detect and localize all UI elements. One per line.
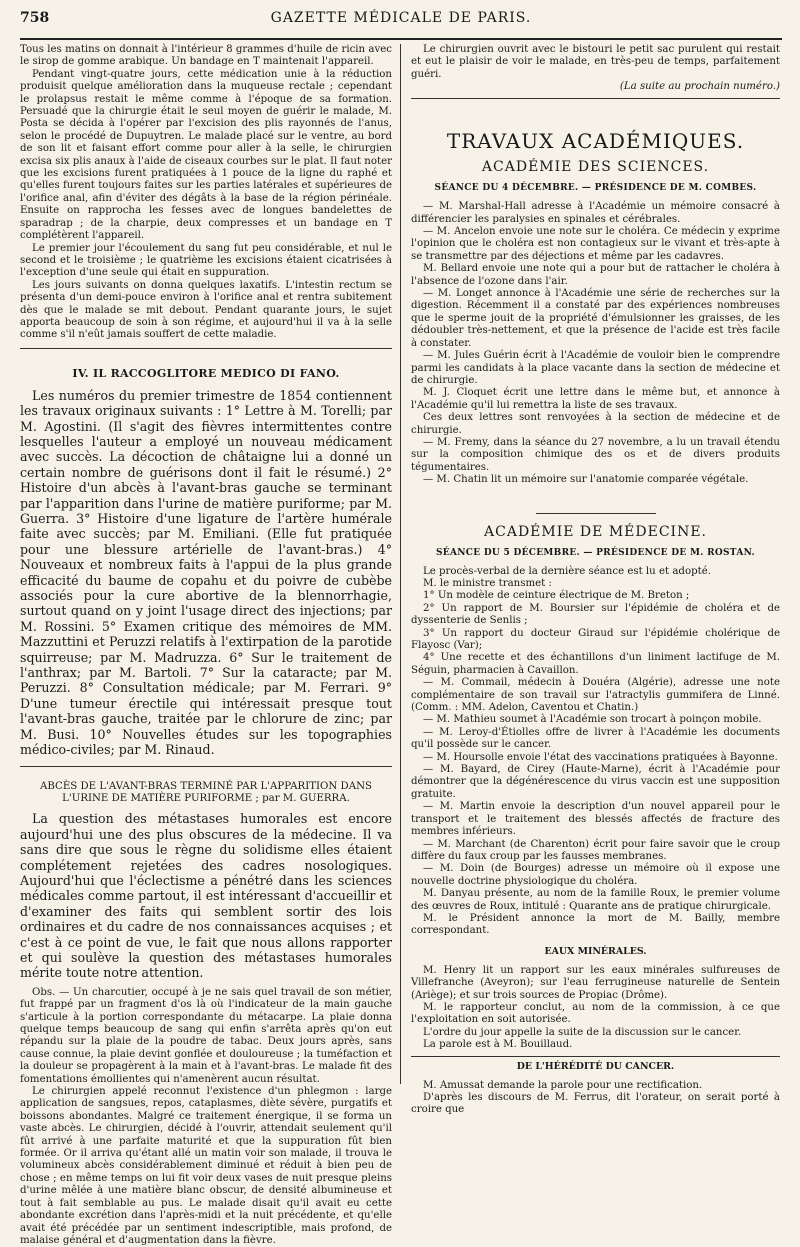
medecine-item: 2° Un rapport de M. Boursier sur l'épidémie de choléra et de dyssenterie de Senlis ; bbox=[411, 602, 780, 627]
medecine-item: — M. Leroy-d'Étiolles offre de livrer à l'Académie les documents qu'il possède sur le cancer. bbox=[411, 726, 780, 751]
medecine-item: — M. Doin (de Bourges) adresse un mémoire où il expose une nouvelle doctrine physiologique du choléra. bbox=[411, 863, 780, 887]
page-header bbox=[20, 10, 782, 40]
observation-paragraph: Obs. — Un charcutier, occupé à je ne sais quel travail de son métier, fut frappé par un fragment d'os là où l'indicateur de la main gauche s'articule à la portion correspondante du métacarpe. La plaie donna quelque temps beaucoup de sang qui enfin s'arrêta après qu'on eut répandu sur la plaie de la poudre de tabac. Deux jours après, sans cause connue, la plaie devint gonflée et douloureuse ; la tuméfaction et la douleur se propagèrent à la main et à l'avant-bras. Le malade fit des fomentations émollientes qui n'amenèrent aucun résultat. bbox=[20, 986, 392, 1085]
left-column bbox=[20, 44, 400, 1246]
sciences-item: — M. Fremy, dans la séance du 27 novembre, a lu un travail étendu sur la composition chimique des os et de divers produits tégumentaires. bbox=[411, 436, 780, 473]
section-divider bbox=[20, 348, 392, 380]
medecine-item: — M. Commail, médecin à Douéra (Algérie), adresse une note complémentaire de son travail sur l'atractylis gummifera de Linné. (Comm. : MM. Adelon, Caventou et Chatin.) bbox=[411, 677, 780, 714]
columns bbox=[20, 44, 782, 1246]
medecine-item: M. Danyau présente, au nom de la famille Roux, le premier volume des œuvres de Roux, intitulé : Quarante ans de pratique chirurgicale. bbox=[411, 888, 780, 912]
academie-medecine-title: ACADÉMIE DE MÉDECINE. bbox=[484, 523, 707, 540]
left-paragraph-2: Pendant vingt-quatre jours, cette médication unie à la réduction produisit quelque amélioration dans la muqueuse rectale ; cependant le prolapsus restait le même comme à l'époque de sa formation. Persuadé que la chirurgie était le seul moyen de guérir le malade, M. Posta se décida à l'opérer par l'excision des plis rayonnés de l'anus, selon le procédé de Dupuytren. Le malade placé sur le ventre, au bord de son lit et faisant effort comme pour aller à la selle, le chirurgien excisa six plis anaux à l'aide de ciseaux courbes sur le plat. Il faut noter que les excisions furent pratiquées à 1 pouce de la ligne du raphé et qu'elles furent toujours faites sur les parties latérales et supérieures de l'orifice anal, afin d'éviter des dégâts à la base de la région périnéale. Ensuite on rapprocha les fesses avec de longues bandelettes de sparadrap ; de la charpie, deux compresses et un bandage en T complétèrent l'appareil. bbox=[20, 68, 392, 242]
academy-separator bbox=[536, 513, 656, 514]
travaux-academiques-title: TRAVAUX ACADÉMIQUES. bbox=[446, 129, 745, 154]
medecine-item: Le procès-verbal de la dernière séance est lu et adopté. bbox=[423, 565, 711, 577]
sciences-item: — M. Marshal-Hall adresse à l'Académie un mémoire consacré à différencier les paralysies en spinales et cérébrales. bbox=[411, 201, 780, 225]
abces-heading: ABCÈS DE L'AVANT-BRAS TERMINÉ PAR L'APPARITION DANS L'URINE DE MATIÈRE PURIFORME ; par M. GUERRA. bbox=[40, 780, 372, 804]
medecine-item: M. le ministre transmet : bbox=[423, 577, 552, 589]
sciences-item: M. Bellard envoie une note qui a pour but de rattacher le choléra à l'absence de l'ozone dans l'air. bbox=[411, 263, 780, 287]
academie-sciences-title: ACADÉMIE DES SCIENCES. bbox=[481, 159, 710, 176]
left-paragraph-4: Les jours suivants on donna quelques laxatifs. L'intestin rectum se présenta d'un demi-pouce environ à l'orifice anal et rentra subitement dès que le malade se mit debout. Pendant quarante jours, le sujet apporta beaucoup de soin à son régime, et aujourd'hui il va à la selle comme s'il n'eût jamais souffert de cette maladie. bbox=[20, 279, 392, 341]
medecine-item: 4° Une recette et des échantillons d'un liniment lactifuge de M. Séguin, pharmacien à Cavaillon. bbox=[411, 652, 780, 676]
medecine-item: — M. Hoursolle envoie l'état des vaccinations pratiquées à Bayonne. bbox=[423, 751, 778, 763]
abces-divider bbox=[20, 766, 392, 806]
eaux-item: La parole est à M. Bouillaud. bbox=[423, 1039, 573, 1051]
journal-title: GAZETTE MÉDICALE DE PARIS. bbox=[270, 10, 532, 26]
sciences-item: — M. Chatin lit un mémoire sur l'anatomie comparée végétale. bbox=[423, 474, 749, 486]
raccoglitore-paragraph: Les numéros du premier trimestre de 1854 contiennent les travaux originaux suivants : 1° Lettre à M. Torelli; par M. Agostini. (Il s'agit des fièvres intermittentes contre lesquelles l'auteur a employé un nouveau médicament avec succès. La décoction de châtaigne lui a donné un certain nombre de guérisons dont il fait le résumé.) 2° Histoire d'un abcès à l'avant-bras gauche se terminant par l'apparition dans l'urine de matière puriforme; par M. Guerra. 3° Histoire d'une ligature de l'artère humérale faite avec succès; par M. Emiliani. (Elle fut pratiquée pour une blessure artérielle de l'avant-bras.) 4° Nouveaux et nombreux faits à l'appui de la plus grande efficacité du baume de copahu et du poivre de cubèbe associés pour la cure abortive de la blennorrhagie, surtout quand on y joint l'usage direct des injections; par M. Rossini. 5° Examen critique des mémoires de MM. Mazzuttini et Peruzzi relatifs à l'extirpation de la parotide squirreuse; par M. Madruzza. 6° Sur le traitement de l'anthrax; par M. Bartoli. 7° Sur la cataracte; par M. Peruzzi. 8° Consultation médicale; par M. Ferrari. 9° D'une tumeur érectile qui intéressait presque tout l'avant-bras gauche, traitée par le chlorure de zinc; par M. Busi. 10° Nouvelles études sur les topographies médico-civiles; par M. Rinaud. bbox=[20, 387, 392, 758]
suite-note: (La suite au prochain numéro.) bbox=[619, 81, 780, 93]
medecine-item: — M. Martin envoie la description d'un nouvel appareil pour le transport et le traitement des blessés affectés de fracture des membres inférieurs. bbox=[411, 801, 780, 838]
medecine-session-line: SÉANCE DU 5 DÉCEMBRE. — PRÉSIDENCE DE M. ROSTAN. bbox=[436, 547, 755, 558]
sciences-item: Ces deux lettres sont renvoyées à la section de médecine et de chirurgie. bbox=[411, 412, 780, 436]
chirurgien-paragraph: Le chirurgien appelé reconnut l'existence d'un phlegmon : large application de sangsues, repos, cataplasmes, diète sévère, purgatifs et boissons abondantes. Malgré ce traitement énergique, il se forma un vaste abcès. Le chirurgien, décidé à l'ouvrir, attendait seulement qu'il fût arrivé à une parfaite maturité et que la suppuration fût bien formée. Or il arriva qu'étant allé un matin voir son malade, il trouva le volumineux abcès considérablement diminué et réduit à bien peu de chose ; en même temps on lui fit voir deux vases de nuit presque pleins d'urine mêlée à une matière blanc obscur, de densité albumineuse et tout à fait semblable au pus. Le malade disait qu'il avait eu cette abondante excrétion dans l'après-midi et la nuit précédente, et qu'elle avait été précédée par un sentiment indescriptible, mais profond, de malaise général et d'augmentation dans la fièvre. bbox=[20, 1086, 392, 1246]
medecine-item: — M. Bayard, de Cirey (Haute-Marne), écrit à l'Académie pour démontrer que la dégénérescence du virus vaccin est une supposition gratuite. bbox=[411, 764, 780, 800]
left-paragraph-3: Le premier jour l'écoulement du sang fut peu considérable, et nul le second et le troisième ; le quatrième les excisions étaient cicatrisées à l'exception d'une seule qui était en suppuration. bbox=[20, 242, 392, 279]
sciences-item: — M. Ancelon envoie une note sur le choléra. Ce médecin y exprime l'opinion que le choléra est non contagieux sur le vivant et très-apte à se transmettre par des déjections et même par les cadavres. bbox=[411, 226, 780, 262]
eaux-minerales-heading: EAUX MINÉRALES. bbox=[544, 945, 647, 957]
sciences-item: — M. Longet annonce à l'Académie une série de recherches sur la digestion. Récemment il a constaté par des expériences nombreuses que le sperme jouit de la propriété d'émulsionner les graisses, de les dédoubler très-nettement, et que la présence de l'acide est très facile à constater. bbox=[411, 288, 780, 349]
medecine-item: — M. Mathieu soumet à l'Académie son trocart à poinçon mobile. bbox=[423, 714, 762, 726]
medecine-item: 1° Un modèle de ceinture électrique de M. Breton ; bbox=[423, 590, 690, 602]
left-paragraph-1: Tous les matins on donnait à l'intérieur 8 grammes d'huile de ricin avec le sirop de gomme arabique. Un bandage en T maintenait l'appareil. bbox=[20, 44, 392, 68]
suite-rule bbox=[411, 98, 780, 99]
eaux-item: L'ordre du jour appelle la suite de la discussion sur le cancer. bbox=[423, 1026, 742, 1038]
eaux-item: M. Henry lit un rapport sur les eaux minérales sulfureuses de Villefranche (Aveyron); sur l'eau ferrugineuse naturelle de Sentein (Ariège); et sur trois sources de Propiac (Drôme). bbox=[411, 964, 780, 1001]
medecine-item: 3° Un rapport du docteur Giraud sur l'épidémie cholérique de Flayosc (Var); bbox=[411, 627, 780, 651]
medecine-item: — M. Marchant (de Charenton) écrit pour faire savoir que le croup diffère du faux croup par les fausses membranes. bbox=[411, 838, 780, 862]
sciences-item: M. J. Cloquet écrit une lettre dans le même but, et annonce à l'Académie qu'il lui remettra la liste de ses travaux. bbox=[411, 387, 780, 411]
page-number: 758 bbox=[20, 10, 50, 26]
sciences-session-line: SÉANCE DU 4 DÉCEMBRE. — PRÉSIDENCE DE M. COMBES. bbox=[434, 183, 757, 194]
heredite-item: D'après les discours de M. Ferrus, dit l'orateur, on serait porté à croire que bbox=[411, 1092, 780, 1116]
abces-paragraph: La question des métastases humorales est encore aujourd'hui une des plus obscures de la médecine. Il va sans dire que sous le règne du solidisme elles étaient complétement rejetées des cadres nosologiques. Aujourd'hui que l'éclectisme a pénétré dans les sciences médicales comme partout, il est intéressant d'accueillir et d'examiner des faits qui semblent sortir des lois ordinaires et du cadre de nos connaissances acquises ; et c'est à ce point de vue, le fait que nous allons rapporter et qui soulève la question des métastases humorales mérite toute notre attention. bbox=[20, 811, 392, 981]
section-title-raccoglitore: IV. IL RACCOGLITORE MEDICO DI FANO. bbox=[72, 366, 340, 380]
sciences-item: — M. Jules Guérin écrit à l'Académie de vouloir bien le comprendre parmi les candidats à la place vacante dans la section de médecine et de chirurgie. bbox=[411, 350, 780, 386]
heredite-item: M. Amussat demande la parole pour une rectification. bbox=[423, 1079, 703, 1091]
heredite-heading: DE L'HÉRÉDITÉ DU CANCER. bbox=[516, 1060, 675, 1072]
right-top-paragraph: Le chirurgien ouvrit avec le bistouri le petit sac purulent qui restait et eut le plaisir de voir le malade, en très-peu de temps, parfaitement guéri. bbox=[411, 44, 780, 80]
eaux-item: M. le rapporteur conclut, au nom de la commission, à ce que l'exploitation en soit autorisée. bbox=[411, 1001, 780, 1026]
right-column bbox=[400, 44, 780, 1116]
medecine-item: M. le Président annonce la mort de M. Bailly, membre correspondant. bbox=[411, 912, 780, 937]
heredite-divider bbox=[411, 1056, 780, 1072]
